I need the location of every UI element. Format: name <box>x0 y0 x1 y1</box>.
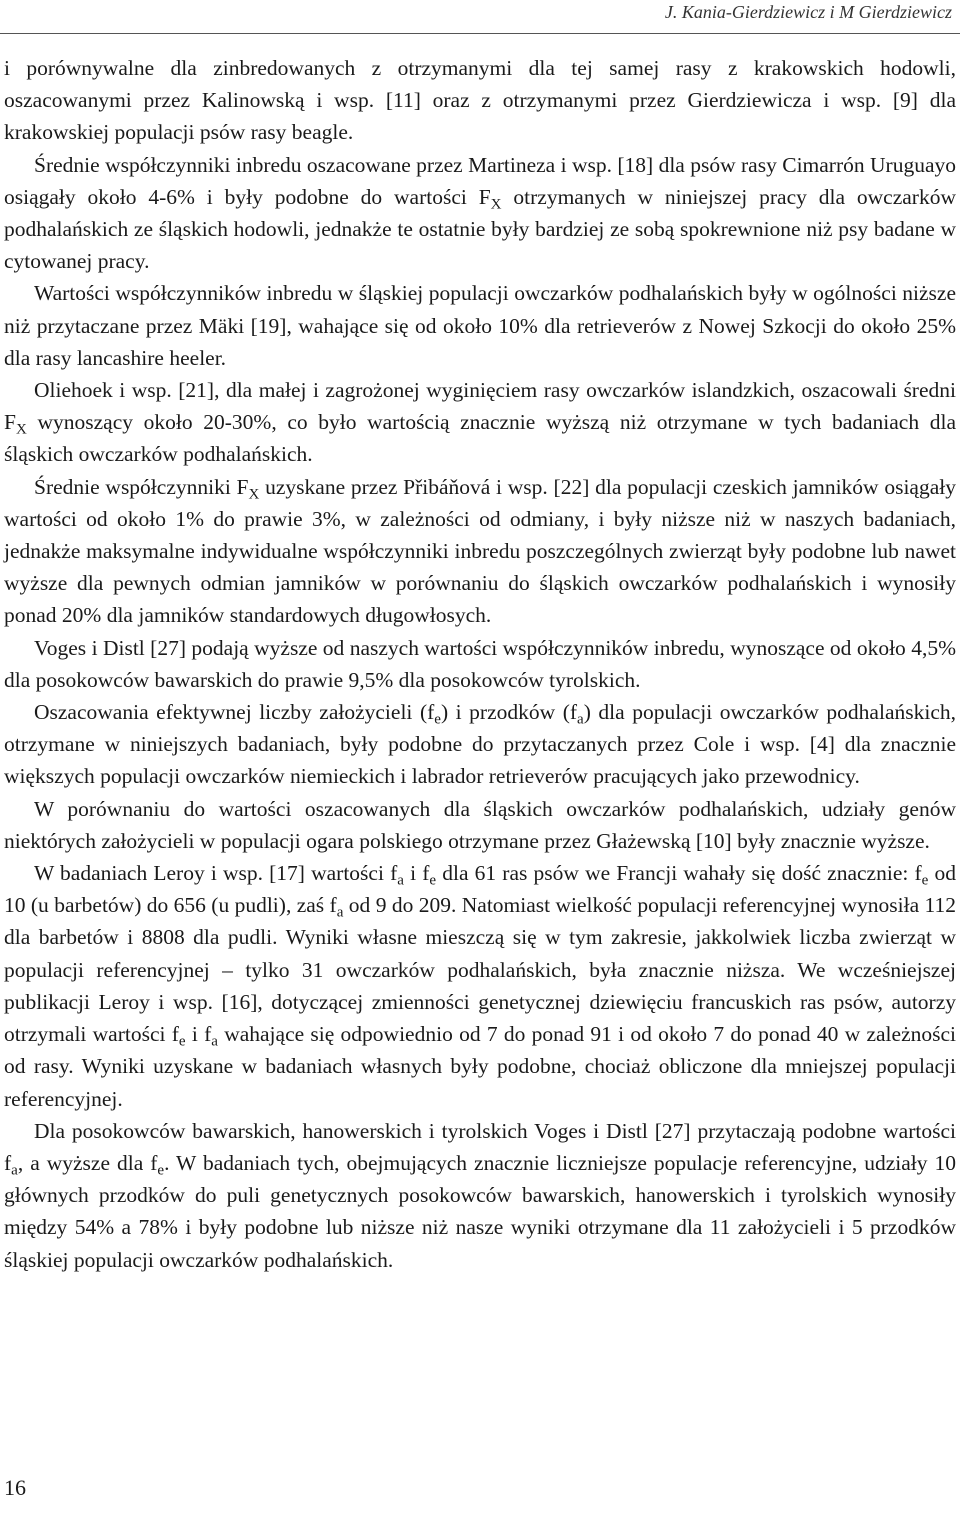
paragraph <box>4 696 956 793</box>
subscript: e <box>429 872 437 889</box>
text-run: W badaniach Leroy i wsp. [17] wartości f <box>34 861 398 886</box>
running-head: J. Kania-Gierdziewicz i M Gierdziewicz <box>664 2 952 22</box>
text-run: wynoszący około 20-30%, co było wartością znacznie wyższą niż otrzymane w tych badaniach dla śląskich owczarków podhalańskich. <box>4 410 956 467</box>
text-run: i f <box>185 1022 212 1047</box>
text-run: wahające się odpowiednio od 7 do ponad 91 i od około 7 do ponad 40 w zależności od rasy. Wyniki uzyskane w badaniach własnych były podobne, chociaż obliczone dla mniejszej populacji referencyjnej. <box>4 1022 957 1111</box>
text-run: uzyskane przez Přibáňová i wsp. [22] dla populacji czeskich jamników osiągały wartości od około 1% do prawie 3%, w zależności od odmiany, i były niższe niż w naszych badaniach, jednakże maksymalne indywidualne współczynniki inbredu poszczególnych zwierząt były podobne lub nawet wyższe dla pewnych odmian jamników w porównaniu do śląskich owczarków podhalańskich i wynosiły ponad 20% dla jamników standardowych długowłosych. <box>4 474 956 628</box>
subscript: a <box>211 1033 218 1050</box>
article-body <box>4 52 956 1276</box>
subscript: a <box>577 711 584 728</box>
subscript: a <box>11 1162 18 1179</box>
subscript: a <box>397 872 404 889</box>
subscript: X <box>15 421 27 438</box>
text-run: ) i przodków (f <box>440 700 578 725</box>
paragraph <box>4 632 956 696</box>
paragraph <box>4 471 956 632</box>
header-rule <box>0 33 960 34</box>
text-run: od 9 do 209. Natomiast wielkość populacji referencyjnej wynosiła 112 dla barbetów i 8808 dla pudli. Wyniki własne mieszczą się w tym zakresie, jakkolwiek liczba zwierząt w populacji referencyjnej – tylko 31 owczarków podhalańskich, była znacznie niższa. We wcześniejszej publikacji Leroy i wsp. [16], dotyczącej zmienności genetycznej dziewięciu francuskich ras psów, autorzy otrzymali wartości f <box>4 893 956 1047</box>
text-run: i f <box>403 861 430 886</box>
paragraph <box>4 149 956 278</box>
paragraph <box>4 277 956 374</box>
paragraph <box>4 52 956 149</box>
text-run: Średnie współczynniki inbredu oszacowane przez Martineza i wsp. [18] dla psów rasy Cimarrón Uruguayo osiągały około 4-6% i były podobne do wartości F <box>4 152 956 209</box>
subscript: e <box>434 711 441 728</box>
paragraph <box>4 1115 956 1276</box>
text-run: Średnie współczynniki F <box>34 474 249 499</box>
text-run: Wartości współczynników inbredu w śląskiej populacji owczarków podhalańskich były w ogólności niższe niż przytaczane przez Mäki [19], wahające się od około 10% dla retrieverów z Nowej Szkocji do około 25% dla rasy lancashire heeler. <box>4 281 956 370</box>
text-run: i porównywalne dla zinbredowanych z otrzymanymi dla tej samej rasy z krakowskich hodowli, oszacowanymi przez Kalinowską i wsp. [11] oraz z otrzymanymi przez Gierdziewicza i wsp. [9] dla krakowskiej populacji psów rasy beagle. <box>4 56 956 145</box>
text-run: dla 61 ras psów we Francji wahały się dość znacznie: f <box>436 861 922 886</box>
text-run: , a wyższe dla f <box>17 1150 158 1175</box>
subscript: X <box>248 486 260 503</box>
subscript: a <box>336 904 344 921</box>
text-run: Oliehoek i wsp. [21], dla małej i zagrożonej wyginięciem rasy owczarków islandzkich, oszacowali średni F <box>4 378 956 435</box>
subscript: X <box>490 196 502 213</box>
text-run: Oszacowania efektywnej liczby założycieli (f <box>34 700 435 725</box>
text-run: W porównaniu do wartości oszacowanych dla śląskich owczarków podhalańskich, udziały genów niektórych założycieli w populacji ogara polskiego otrzymane przez Głażewską [10] były znacznie wyższe. <box>4 796 956 853</box>
paragraph <box>4 793 956 857</box>
paragraph <box>4 374 956 471</box>
subscript: e <box>157 1162 165 1179</box>
text-run: Voges i Distl [27] podają wyższe od naszych wartości współczynników inbredu, wynoszące od około 4,5% dla posokowców bawarskich do prawie 9,5% dla posokowców tyrolskich. <box>4 635 956 692</box>
text-run: . W badaniach tych, obejmujących znacznie liczniejsze populacje referencyjne, udziały 10 głównych przodków do puli genetycznych posokowców bawarskich, hanowerskich i tyrolskich wynosiły między 54% a 78% i były podobne lub niższe niż nasze wyniki otrzymane dla 11 założycieli i 5 przodków śląskiej populacji owczarków podhalańskich. <box>4 1150 956 1272</box>
subscript: e <box>921 872 929 889</box>
subscript: e <box>178 1033 186 1050</box>
paragraph <box>4 857 956 1115</box>
text-run: od 10 (u barbetów) do 656 (u pudli), zaś f <box>4 861 956 918</box>
text-run: ) dla populacji owczarków podhalańskich, otrzymane w niniejszych badaniach, były podobne do przytaczanych przez Cole i wsp. [4] dla znacznie większych populacji owczarków niemieckich i labrador retrieverów pracujących jako przewodnicy. <box>4 700 956 789</box>
text-run: otrzymanych w niniejszej pracy dla owczarków podhalańskich ze śląskich hodowli, jednakże te ostatnie były bardziej ze sobą spokrewnione niż psy badane w cytowanej pracy. <box>4 184 956 274</box>
page-number: 16 <box>4 1475 26 1500</box>
text-run: Dla posokowców bawarskich, hanowerskich i tyrolskich Voges i Distl [27] przytaczają podobne wartości f <box>4 1118 956 1175</box>
